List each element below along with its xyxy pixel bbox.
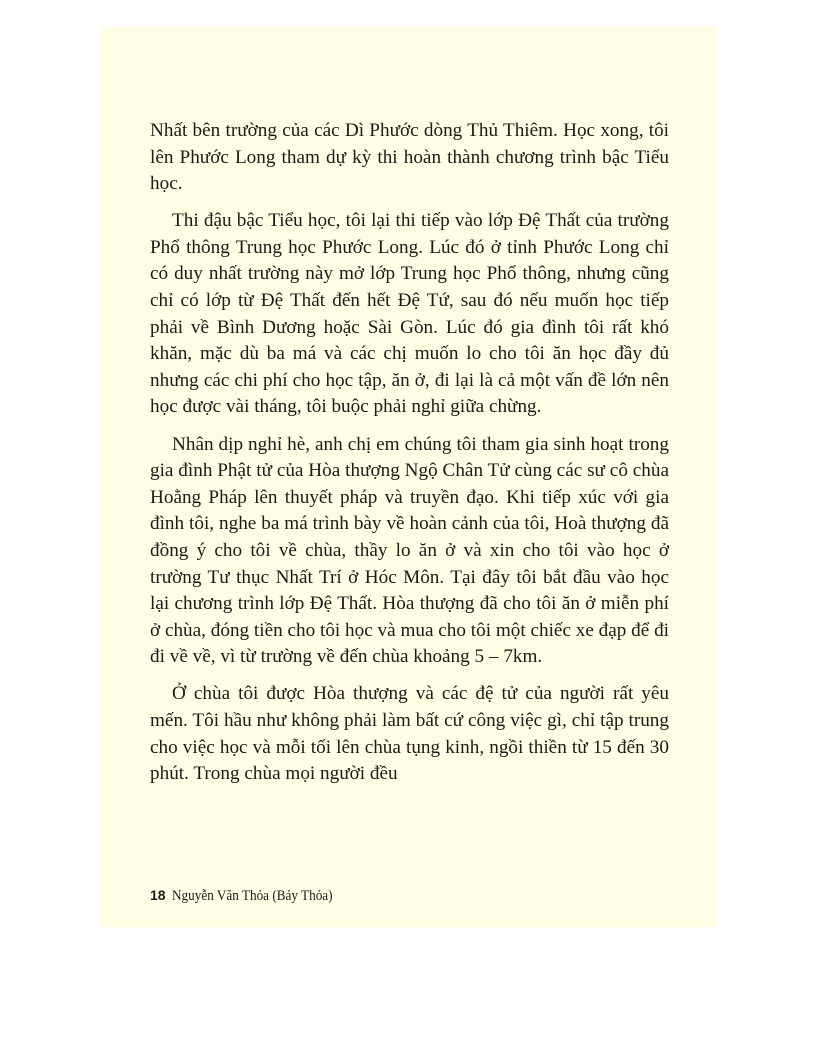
paragraph: Nhân dịp nghỉ hè, anh chị em chúng tôi tham gia sinh hoạt trong gia đình Phật tử của Hòa thượng Ngộ Chân Tử cùng các sư cô chùa Hoằng Pháp lên thuyết pháp và truyền đạo. Khi tiếp xúc với gia đình tôi, nghe ba má trình bày về hoàn cảnh của tôi, Hoà thượng đã đồng ý cho tôi về chùa, thầy lo ăn ở và xin cho tôi vào học ở trường Tư thục Nhất Trí ở Hóc Môn. Tại đây tôi bắt đầu vào học lại chương trình lớp Đệ Thất. Hòa thượng đã cho tôi ăn ở miễn phí ở chùa, đóng tiền cho tôi học và mua cho tôi một chiếc xe đạp để đi đi về về, vì từ trường về đến chùa khoảng 5 – 7km. <box>150 433 669 668</box>
running-title: Nguyễn Văn Thỏa (Bảy Thỏa) <box>171 888 333 904</box>
paragraph: Thi đậu bậc Tiểu học, tôi lại thi tiếp vào lớp Đệ Thất của trường Phổ thông Trung học Phước Long. Lúc đó ở tỉnh Phước Long chỉ có duy nhất trường này mở lớp Trung học Phổ thông, nhưng cũng chỉ có lớp từ Đệ Thất đến hết Đệ Tứ, sau đó nếu muốn học tiếp phải về Bình Dương hoặc Sài Gòn. Lúc đó gia đình tôi rất khó khăn, mặc dù ba má và các chị muốn lo cho tôi ăn học đầy đủ nhưng các chi phí cho học tập, ăn ở, đi lại là cả một vấn đề lớn nên học được vài tháng, tôi buộc phải nghỉ giữa chừng. <box>150 210 669 418</box>
paragraph: Ở chùa tôi được Hòa thượng và các đệ tử của người rất yêu mến. Tôi hầu như không phải làm bất cứ công việc gì, chỉ tập trung cho việc học và mỗi tối lên chùa tụng kinh, ngồi thiền từ 15 đến 30 phút. Trong chùa mọi người đều <box>150 683 669 785</box>
body-text <box>150 118 669 798</box>
paragraph-continuation: Nhất bên trường của các Dì Phước dòng Thủ Thiêm. Học xong, tôi lên Phước Long tham dự kỳ thi hoàn thành chương trình bậc Tiểu học. <box>150 120 669 195</box>
book-page <box>101 27 716 927</box>
page-number: 18 <box>150 887 166 903</box>
page-footer <box>150 887 354 905</box>
